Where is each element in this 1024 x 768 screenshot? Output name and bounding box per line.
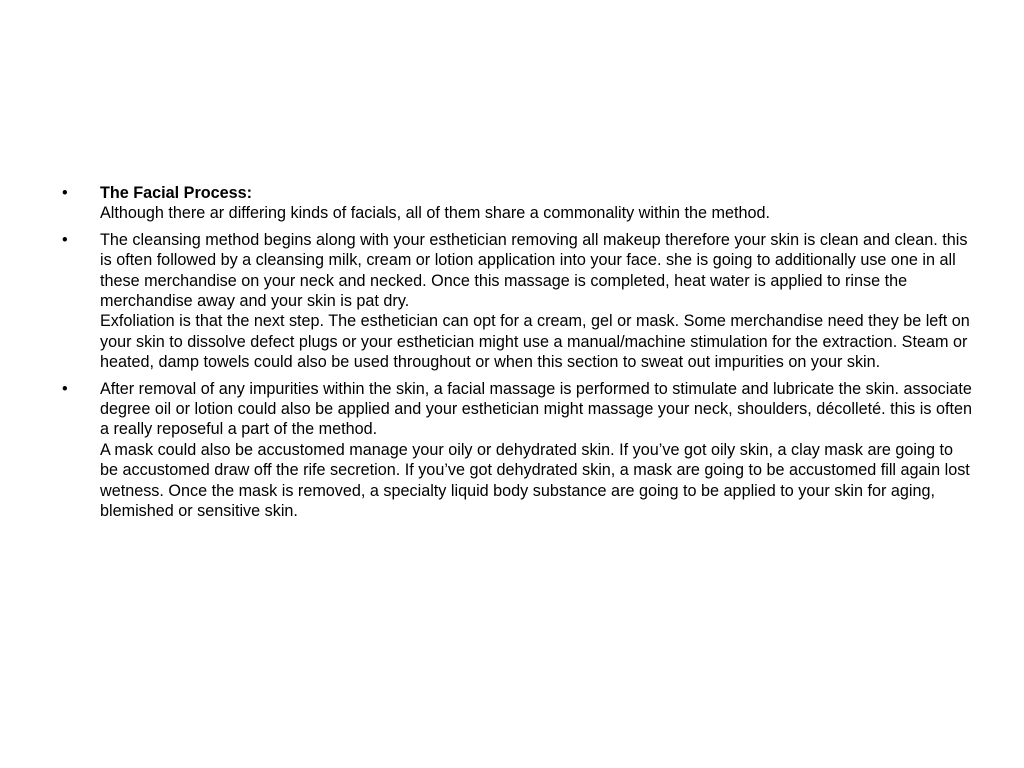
bullet-paragraph: The cleansing method begins along with your esthetician removing all makeup therefore your skin is clean and clean. this is often followed by a cleansing milk, cream or lotion application into your face. she is going to additionally use one in all these merchandise on your neck and necked. Once this massage is completed, heat water is applied to rinse the merchandise away and your skin is pat dry. [100,230,968,311]
bullet-dot-icon: • [62,379,68,398]
bullet-paragraph: After removal of any impurities within the skin, a facial massage is performed to stimulate and lubricate the skin. associate degree oil or lotion could also be applied and your esthetician might massage your neck, shoulders, décolleté. this is often a really reposeful a part of the method. [100,379,972,439]
bullet-item-massage-mask [62,379,974,522]
bullet-paragraph: Exfoliation is that the next step. The esthetician can opt for a cream, gel or mask. Some merchandise need they be left on your skin to dissolve defect plugs or your esthetician might use a manual/machine stimulation for the extraction. Steam or heated, damp towels could also be used throughout or when this section to sweat out impurities on your skin. [100,312,970,372]
bullet-item-facial-process [62,183,974,224]
bullet-dot-icon: • [62,230,68,249]
bullet-heading: The Facial Process: [100,184,253,202]
bullet-list [62,183,974,528]
bullet-paragraph: A mask could also be accustomed manage your oily or dehydrated skin. If you’ve got oily skin, a clay mask are going to be accustomed draw off the rife secretion. If you’ve got dehydrated skin, a mask are going to be accustomed fill again lost wetness. Once the mask is removed, a specialty liquid body substance are going to be applied to your skin for aging, blemished or sensitive skin. [100,440,970,521]
bullet-paragraph: Although there ar differing kinds of facials, all of them share a commonality within the method. [100,204,771,223]
bullet-item-cleansing [62,230,974,373]
bullet-dot-icon: • [62,184,68,202]
